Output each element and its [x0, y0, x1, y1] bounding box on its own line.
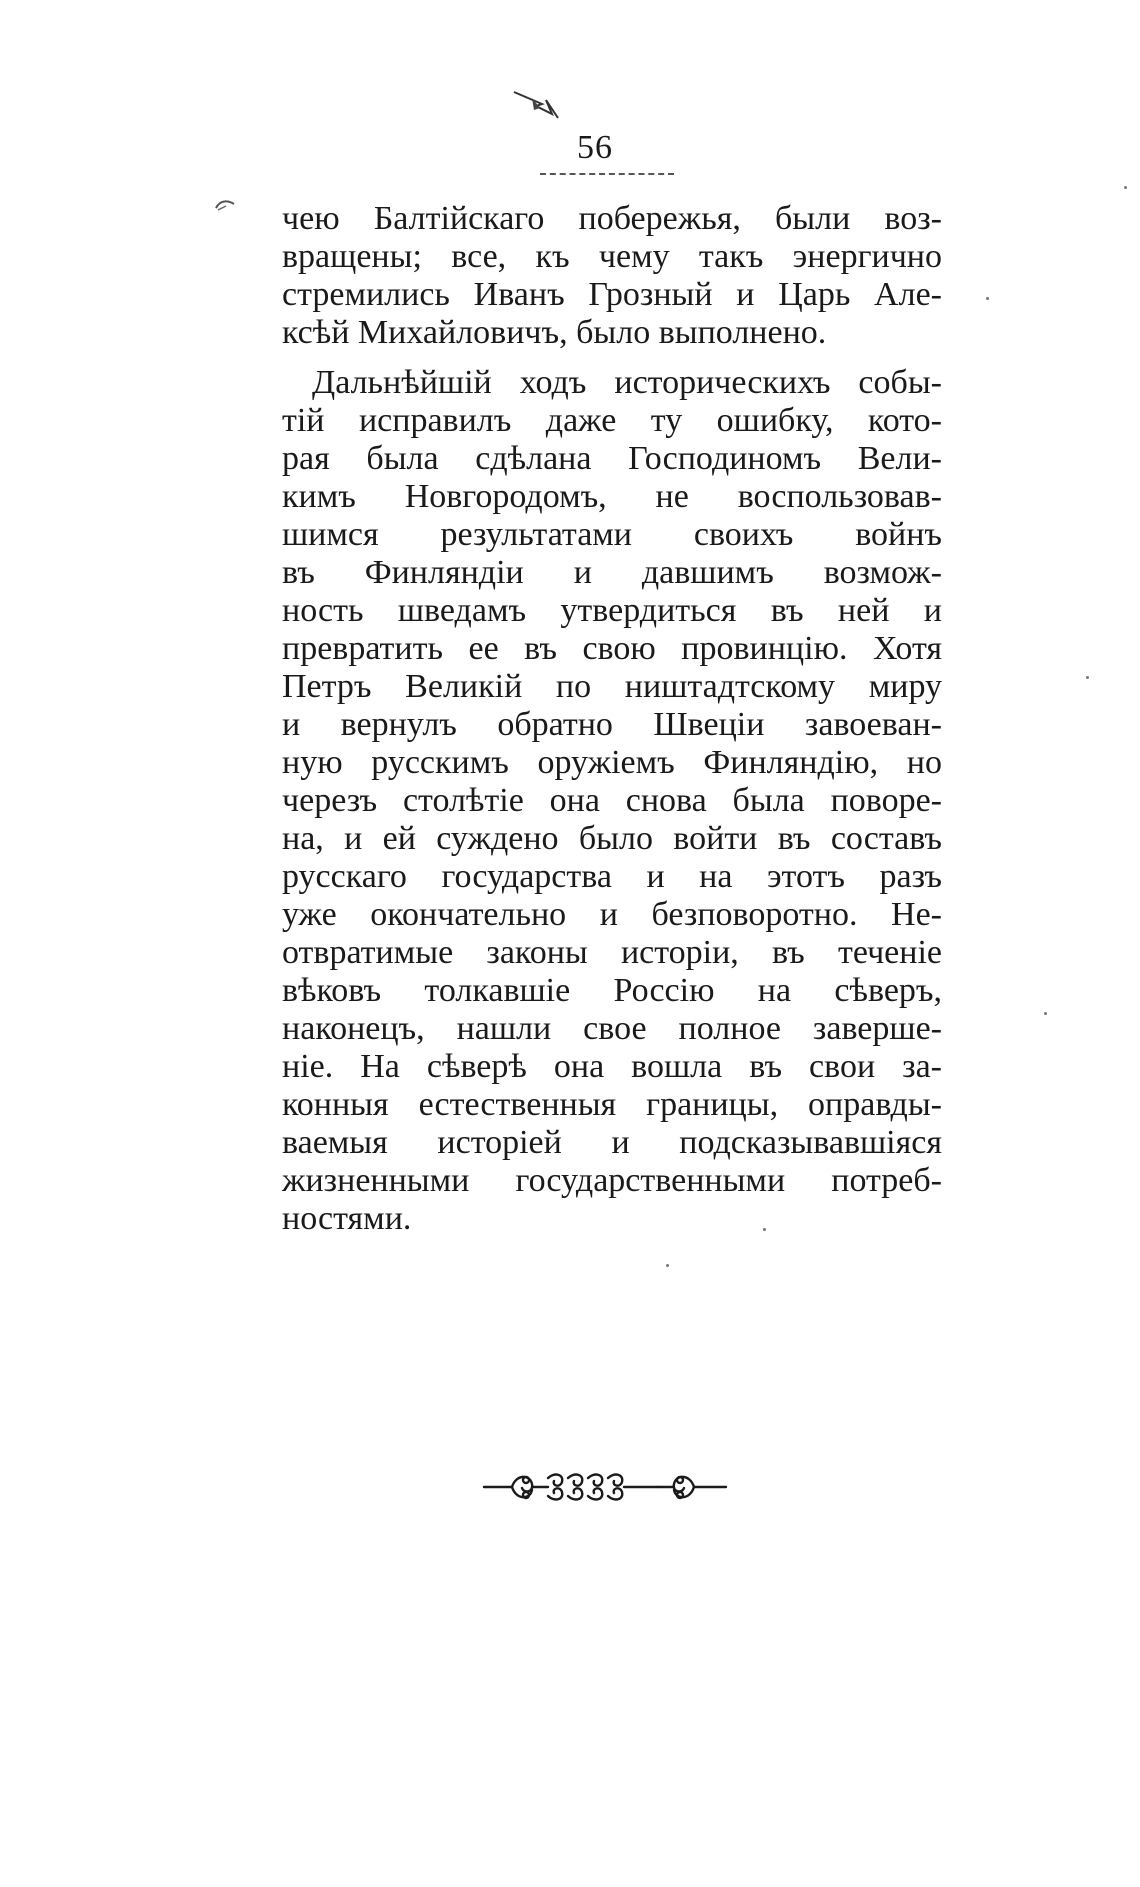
text-line: Дальнѣйшій ходъ историческихъ собы- — [312, 364, 942, 401]
text-line: ваемыя исторіей и подсказывавшіяся — [282, 1124, 942, 1161]
text-line: вѣковъ толкавшіе Россію на сѣверъ, — [282, 972, 942, 1009]
text-line: ностями. — [282, 1200, 412, 1237]
page-number-rule — [540, 173, 674, 175]
text-line: конныя естественныя границы, оправды- — [282, 1086, 942, 1123]
text-line: отвратимые законы исторіи, въ теченіе — [282, 934, 942, 971]
text-line: ксѣй Михайловичъ, было выполнено. — [282, 314, 827, 351]
text-line: жизненными государственными потреб- — [282, 1162, 942, 1199]
text-line: стремились Иванъ Грозный и Царь Але- — [282, 276, 942, 313]
text-line: шимся результатами своихъ войнъ — [282, 516, 942, 553]
text-line: вращены; все, къ чему такъ энергично — [282, 238, 942, 275]
text-line: чею Балтійскаго побережья, были воз- — [282, 200, 942, 237]
paragraph-1 — [282, 200, 942, 352]
text-line: и вернулъ обратно Швеціи завоеван- — [282, 706, 942, 743]
paper-speck — [763, 1228, 766, 1231]
text-line: на, и ей суждено было войти въ составъ — [282, 820, 942, 857]
text-line: наконецъ, нашли свое полное заверше- — [282, 1010, 942, 1047]
body-text — [282, 200, 942, 1238]
text-line: ную русскимъ оружіемъ Финляндію, но — [282, 744, 942, 781]
paper-speck — [986, 297, 989, 300]
text-line: ность шведамъ утвердиться въ ней и — [282, 592, 942, 629]
text-line: русскаго государства и на этотъ разъ — [282, 858, 942, 895]
text-line: ніе. На сѣверѣ она вошла въ свои за- — [282, 1048, 942, 1085]
text-line: кимъ Новгородомъ, не воспользовав- — [282, 478, 942, 515]
paragraph-gap — [282, 352, 942, 364]
text-line: въ Финляндіи и давшимъ возмож- — [282, 554, 942, 591]
ink-speck-icon — [512, 88, 562, 122]
scroll-ornament-icon — [480, 1462, 730, 1512]
paper-speck — [1086, 676, 1089, 679]
paper-speck — [1124, 186, 1127, 189]
text-line: уже окончательно и безповоротно. Не- — [282, 896, 942, 933]
text-line: тій исправилъ даже ту ошибку, кото- — [282, 402, 942, 439]
text-line: превратить ее въ свою провинцію. Хотя — [282, 630, 942, 667]
text-line: Петръ Великій по ништадтскому миру — [282, 668, 942, 705]
text-line: рая была сдѣлана Господиномъ Вели- — [282, 440, 942, 477]
text-line: черезъ столѣтіе она снова была поворе- — [282, 782, 942, 819]
paragraph-2 — [282, 364, 942, 1238]
ink-mark-icon — [214, 198, 236, 212]
paper-speck — [1044, 1012, 1047, 1015]
page-number: 56 — [577, 129, 613, 166]
paper-speck — [666, 1264, 669, 1267]
